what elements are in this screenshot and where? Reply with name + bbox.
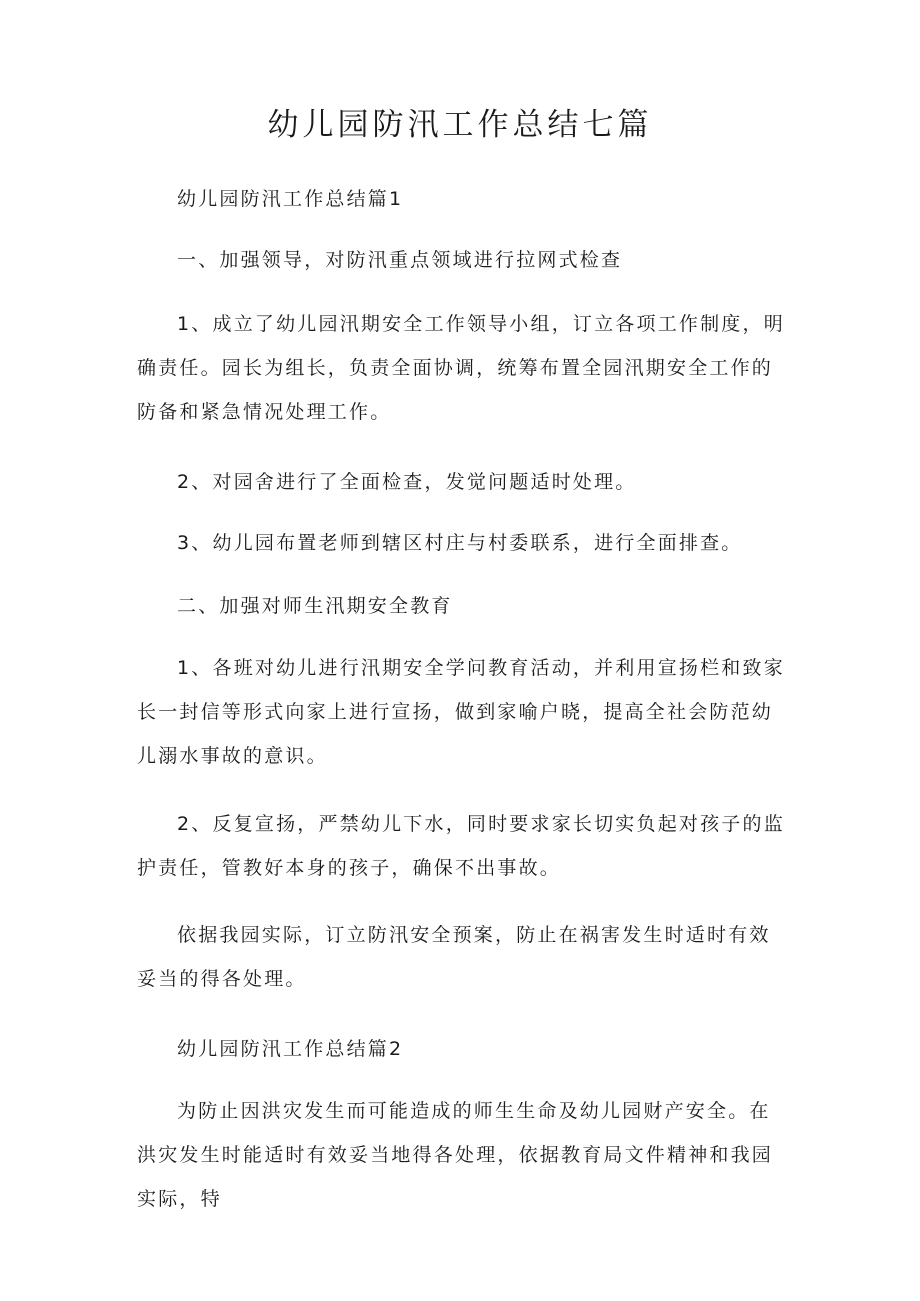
paragraph-3: 3、幼儿园布置老师到辖区村庄与村委联系，进行全面排查。 [177, 532, 743, 554]
document-title: 幼儿园防汛工作总结七篇 [267, 107, 653, 143]
subheading-1: 一、加强领导，对防汛重点领域进行拉网式检查 [177, 249, 623, 271]
paragraph-6: 依据我园实际，订立防汛安全预案，防止在祸害发生时适时有效妥当的得各处理。 [137, 924, 771, 990]
section-heading-2: 幼儿园防汛工作总结篇2 [177, 1038, 404, 1060]
paragraph-4: 1、各班对幼儿进行汛期安全学问教育活动，并利用宣扬栏和致家长一封信等形式向家上进行宣扬，做到家喻户晓，提高全社会防范幼儿溺水事故的意识。 [137, 657, 785, 767]
paragraph-2: 2、对园舍进行了全面检查，发觉问题适时处理。 [177, 471, 637, 493]
subheading-2: 二、加强对师生汛期安全教育 [177, 595, 453, 617]
paragraph-5: 2、反复宣扬，严禁幼儿下水，同时要求家长切实负起对孩子的监护责任，管教好本身的孩子，确保不出事故。 [137, 813, 785, 879]
paragraph-7: 为防止因洪灾发生而可能造成的师生生命及幼儿园财产安全。在洪灾发生时能适时有效妥当地得各处理，依据教育局文件精神和我园实际，特 [137, 1100, 774, 1210]
paragraph-1: 1、成立了幼儿园汛期安全工作领导小组，订立各项工作制度，明确责任。园长为组长，负责全面协调，统筹布置全园汛期安全工作的防备和紧急情况处理工作。 [137, 313, 785, 423]
section-heading-1: 幼儿园防汛工作总结篇1 [177, 188, 404, 210]
